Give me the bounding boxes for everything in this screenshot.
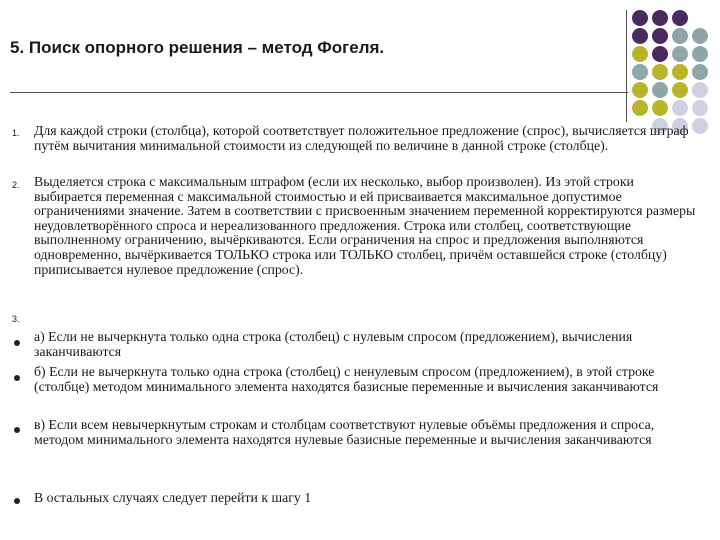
bullet-text: В остальных случаях следует перейти к шагу 1 bbox=[34, 490, 312, 505]
dot bbox=[692, 64, 708, 80]
dot bbox=[692, 28, 708, 44]
step-number: 1. bbox=[12, 128, 20, 138]
dot bbox=[632, 10, 648, 26]
dot bbox=[672, 100, 688, 116]
dot bbox=[652, 64, 668, 80]
dot bbox=[652, 10, 668, 26]
dot bbox=[672, 64, 688, 80]
bullet-marker bbox=[14, 375, 20, 381]
dot bbox=[632, 46, 648, 62]
dot bbox=[672, 46, 688, 62]
corner-divider bbox=[626, 10, 627, 122]
step-number: 2. bbox=[12, 180, 20, 190]
bullet-marker bbox=[14, 427, 20, 433]
dot bbox=[692, 46, 708, 62]
step-text: Для каждой строки (столбца), которой соответствует положительное предложение (спрос), вычисляется штраф путём вычитания минимальной стоимости из следующей по величине в данной строке (столбце). bbox=[34, 123, 689, 153]
bullet-marker bbox=[14, 340, 20, 346]
step-text: Выделяется строка с максимальным штрафом (если их несколько, выбор произволен). Из этой строки выбирается переменная с максимальной стоимостью и ей присваивается максимальное допустимое ограничениями значение. Затем в соответствии с присвоенным значением переменной корректируются размеры неудовлетворённого спроса и нереализованного предложения. Строка или столбец, соответствующие выполненному ограничению, вычёркиваются. Если ограничения на спрос и предложения выполняются одновременно, вычёркивается ТОЛЬКО строка или ТОЛЬКО столбец, причём оставшейся строке (столбцу) приписывается нулевое предложение (спрос). bbox=[34, 174, 696, 277]
dot bbox=[632, 28, 648, 44]
dot bbox=[692, 100, 708, 116]
title-rule bbox=[10, 92, 628, 93]
bullet-marker bbox=[14, 498, 20, 504]
dot bbox=[672, 10, 688, 26]
dot bbox=[632, 64, 648, 80]
dot bbox=[692, 82, 708, 98]
bullet-text: б) Если не вычеркнута только одна строка (столбец) с ненулевым спросом (предложением), в этой строке (столбце) методом минимального элемента находятся базисные переменные и вычисления заканчиваются bbox=[34, 364, 659, 394]
dot bbox=[652, 100, 668, 116]
slide-title: 5. Поиск опорного решения – метод Фогеля. bbox=[10, 38, 385, 57]
bullet-text: в) Если всем невычеркнутым строкам и столбцам соответствуют нулевые объёмы предложения и спроса, методом минимального элемента находятся нулевые базисные переменные и вычисления заканчиваются bbox=[34, 417, 655, 447]
dot bbox=[632, 100, 648, 116]
dot bbox=[672, 28, 688, 44]
dot bbox=[632, 82, 648, 98]
dot bbox=[672, 82, 688, 98]
dot bbox=[652, 28, 668, 44]
step-number: 3. bbox=[12, 314, 20, 324]
bullet-text: а) Если не вычеркнута только одна строка (столбец) с нулевым спросом (предложением), вычисления заканчиваются bbox=[34, 329, 633, 359]
dot bbox=[652, 46, 668, 62]
dot bbox=[652, 82, 668, 98]
